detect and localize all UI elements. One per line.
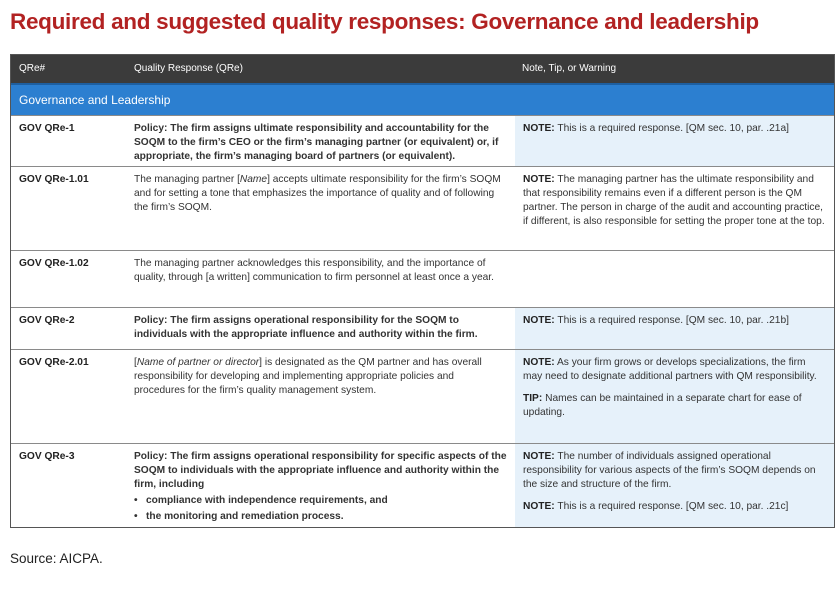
table-header bbox=[11, 55, 834, 83]
response-placeholder: Name of partner or director bbox=[136, 357, 260, 368]
note-text: This is a required response. [QM sec. 10, par. .21b] bbox=[557, 315, 789, 326]
note-text: The managing partner has the ultimate responsibility and that responsibility remains even if a different person is the QM partner. The person in charge of the audit and accounting practice, if different, is also responsible for setting the proper tone at the top. bbox=[523, 174, 825, 227]
row-id: GOV QRe-1 bbox=[19, 123, 75, 134]
response-text: The managing partner [ bbox=[134, 174, 240, 185]
row-response: The managing partner acknowledges this responsibility, and the importance of quality, through [a written] communication to firm personnel at least once a year. bbox=[134, 258, 494, 283]
row-response: [Name of partner or director] is designated as the QM partner and has overall responsibility for developing and implementing appropriate policies and procedures for the firm’s quality management system. bbox=[134, 357, 482, 396]
table-row bbox=[11, 115, 834, 166]
tip-text: Names can be maintained in a separate chart for ease of updating. bbox=[523, 393, 802, 418]
row-note bbox=[515, 116, 834, 166]
header-note: Note, Tip, or Warning bbox=[522, 63, 617, 74]
table-row bbox=[11, 250, 834, 307]
table-row bbox=[11, 307, 834, 349]
row-id: GOV QRe-1.02 bbox=[19, 258, 89, 269]
row-response bbox=[126, 167, 515, 250]
row-id: GOV QRe-1.01 bbox=[19, 174, 89, 185]
note-label: NOTE: bbox=[523, 501, 555, 512]
note-label: NOTE: bbox=[523, 357, 555, 368]
note-text: As your firm grows or develops specializations, the firm may need to designate additional partners with QM responsibility. bbox=[523, 357, 817, 382]
row-id: GOV QRe-2.01 bbox=[19, 357, 89, 368]
row-note bbox=[515, 167, 834, 250]
row-note bbox=[515, 251, 834, 307]
section-title: Governance and Leadership bbox=[19, 93, 171, 107]
note-text: This is a required response. [QM sec. 10, par. .21a] bbox=[557, 123, 789, 134]
row-response bbox=[126, 444, 515, 527]
row-response: Policy: The firm assigns operational responsibility for the SOQM to individuals with the appropriate influence and authority within the firm. bbox=[134, 315, 478, 340]
row-response: Policy: The firm assigns ultimate responsibility and accountability for the SOQM to the firm’s CEO or the firm’s managing partner (or equivalent) or, if appropriate, the firm’s managing board of partners (or equivalent). bbox=[134, 123, 499, 162]
bullet-item: • compliance with independence requirements, and bbox=[134, 494, 507, 508]
response-text: ] accepts ultimate responsibility for the firm’s SOQM and for setting a tone that emphasizes the importance of quality and of following the firm’s SOQM. bbox=[134, 174, 501, 213]
note-text: This is a required response. [QM sec. 10, par. .21c] bbox=[557, 501, 789, 512]
header-qre-number: QRe# bbox=[19, 63, 46, 74]
table-row bbox=[11, 166, 834, 250]
row-id: GOV QRe-2 bbox=[19, 315, 75, 326]
note-text: The number of individuals assigned operational responsibility for various aspects of the firm’s SOQM depends on the size and structure of the firm. bbox=[523, 451, 816, 490]
note-label: NOTE: bbox=[523, 174, 555, 185]
tip-label: TIP: bbox=[523, 393, 543, 404]
header-quality-response: Quality Response (QRe) bbox=[134, 63, 243, 74]
section-header bbox=[11, 83, 834, 115]
page-title: Required and suggested quality responses: Governance and leadership bbox=[10, 9, 759, 34]
bullet-item: • the monitoring and remediation process. bbox=[134, 510, 507, 524]
response-text: Policy: The firm assigns operational responsibility for specific aspects of the SOQM to individuals with the appropriate influence and authority within the firm, including bbox=[134, 451, 507, 490]
response-placeholder: Name bbox=[239, 174, 268, 185]
table-row bbox=[11, 349, 834, 443]
quality-response-table bbox=[10, 54, 835, 528]
row-note bbox=[515, 350, 834, 443]
note-label: NOTE: bbox=[523, 451, 555, 462]
row-note bbox=[515, 444, 834, 527]
response-text: ] is designated as the QM partner and has overall responsibility for developing and implementing appropriate policies and procedures for the firm’s quality management system. bbox=[134, 357, 482, 396]
note-label: NOTE: bbox=[523, 123, 555, 134]
note-label: NOTE: bbox=[523, 315, 555, 326]
source-caption: Source: AICPA. bbox=[10, 551, 103, 566]
row-note bbox=[515, 308, 834, 349]
row-id: GOV QRe-3 bbox=[19, 451, 75, 462]
table-row bbox=[11, 443, 834, 527]
